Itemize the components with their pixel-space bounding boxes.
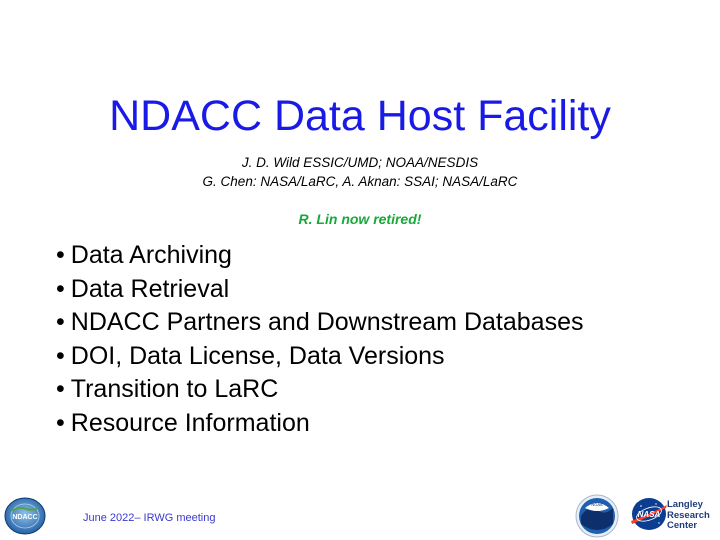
bullet-text: Data Retrieval	[70, 274, 230, 303]
larc-line: Langley	[667, 499, 703, 510]
noaa-logo-text: NOAA	[591, 502, 603, 507]
langley-research-center-label	[667, 500, 710, 532]
ndacc-logo-text: NDACC	[12, 514, 38, 521]
nasa-logo-text: NASA	[637, 510, 661, 519]
bullet-item	[56, 273, 583, 307]
ndacc-logo-icon	[4, 497, 46, 535]
bullet-dot: •	[56, 308, 65, 336]
bullet-text: DOI, Data License, Data Versions	[70, 341, 445, 370]
bullet-item	[56, 340, 583, 374]
bullet-text: Data Archiving	[70, 241, 232, 269]
bullet-dot: •	[56, 274, 65, 303]
bullet-text: Transition to LaRC	[70, 375, 279, 403]
bullet-dot: •	[56, 408, 65, 437]
retirement-note: R. Lin now retired!	[298, 211, 422, 227]
bullet-text: Resource Information	[70, 408, 310, 437]
noaa-logo-icon	[575, 494, 619, 538]
bullet-dot: •	[56, 375, 65, 403]
bullet-dot: •	[56, 341, 65, 370]
larc-line: Research	[667, 509, 710, 521]
bullet-item	[56, 373, 583, 407]
bullet-item	[56, 239, 583, 273]
bullet-list	[56, 239, 583, 440]
nasa-logo-icon	[629, 497, 669, 531]
author-line: J. D. Wild ESSIC/UMD; NOAA/NESDIS	[241, 155, 479, 170]
authors-block	[0, 153, 720, 191]
slide-title: NDACC Data Host Facility	[109, 92, 611, 140]
footer-text: June 2022– IRWG meeting	[83, 512, 216, 524]
bullet-dot: •	[56, 241, 65, 269]
bullet-item	[56, 407, 583, 441]
larc-line: Center	[667, 520, 698, 531]
bullet-text: NDACC Partners and Downstream Databases	[70, 308, 584, 336]
bullet-item	[56, 306, 583, 340]
author-line: G. Chen: NASA/LaRC, A. Aknan: SSAI; NASA/LaRC	[202, 174, 518, 189]
